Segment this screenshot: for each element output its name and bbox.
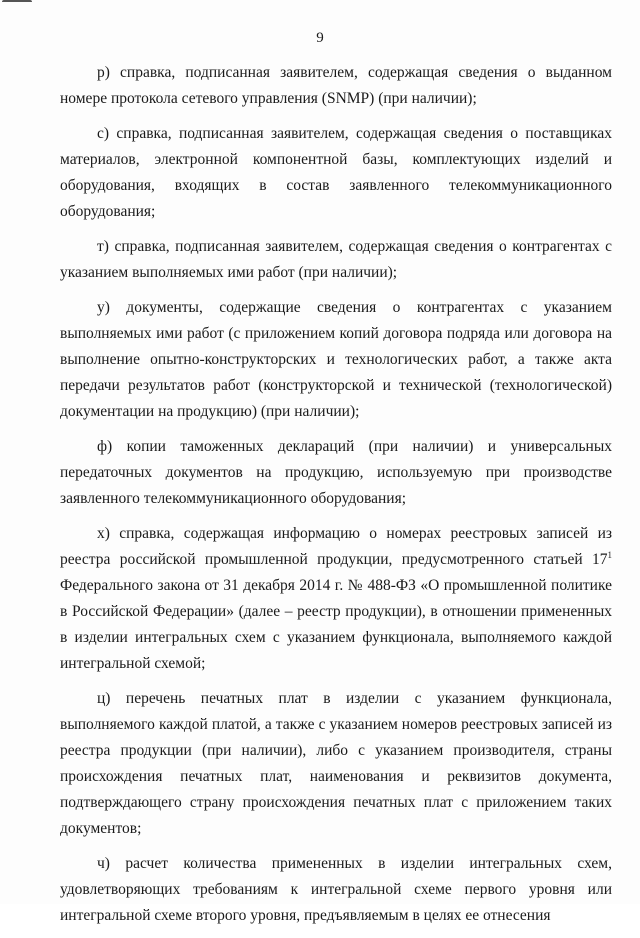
page-number: 9 [316,30,324,46]
footnote-superscript: 1 [607,549,612,560]
list-item: ц) перечень печатных плат в изделии с указанием функционала, выполняемого каждой платой, а также с указанием номеров реестровых записей из реестра продукции (при наличии), либо с указанием производителя, страны происхождения печатных плат, наименования и реквизитов документа, подтверждающего страну происхождения печатных плат с приложением таких документов; [60,690,612,837]
item-text-part: х) справка, содержащая информацию о номерах реестровых записей из реестра российской промышленной продукции, предусмотренного статьей 17 [60,525,612,568]
scan-edge-mark [2,0,32,7]
list-item: ф) копии таможенных деклараций (при наличии) и универсальных передаточных документов на продукцию, используемую при производстве заявленного телекоммуникационного оборудования; [60,438,612,507]
list-item: ч) расчет количества примененных в изделии интегральных схем, удовлетворяющих требованиям к интегральной схеме первого уровня или интегральной схеме второго уровня, предъявляемым в целях ее отнесения [60,855,612,924]
list-item: р) справка, подписанная заявителем, содержащая сведения о выданном номере протокола сетевого управления (SNMP) (при наличии); [60,64,612,107]
list-item: с) справка, подписанная заявителем, содержащая сведения о поставщиках материалов, электронной компонентной базы, комплектующих изделий и оборудования, входящих в состав заявленного телекоммуникационного оборудования; [60,125,612,220]
item-text-part: Федерального закона от 31 декабря 2014 г. № 488-ФЗ «О промышленной политике в Российской Федерации» (далее – реестр продукции), в отношении примененных в изделии интегральных схем с указанием функционала, выполняемого каждой интегральной схемой; [60,577,612,672]
document-body [60,60,612,938]
list-item [60,521,612,677]
list-item: у) документы, содержащие сведения о контрагентах с указанием выполняемых ими работ (с приложением копий договора подряда или договора на выполнение опытно-конструкторских и технологических работ, а также акта передачи результатов работ (конструкторской и технической (технологической) документации на продукцию) (при наличии); [60,299,612,420]
list-item: т) справка, подписанная заявителем, содержащая сведения о контрагентах с указанием выполняемых ими работ (при наличии); [60,238,612,281]
